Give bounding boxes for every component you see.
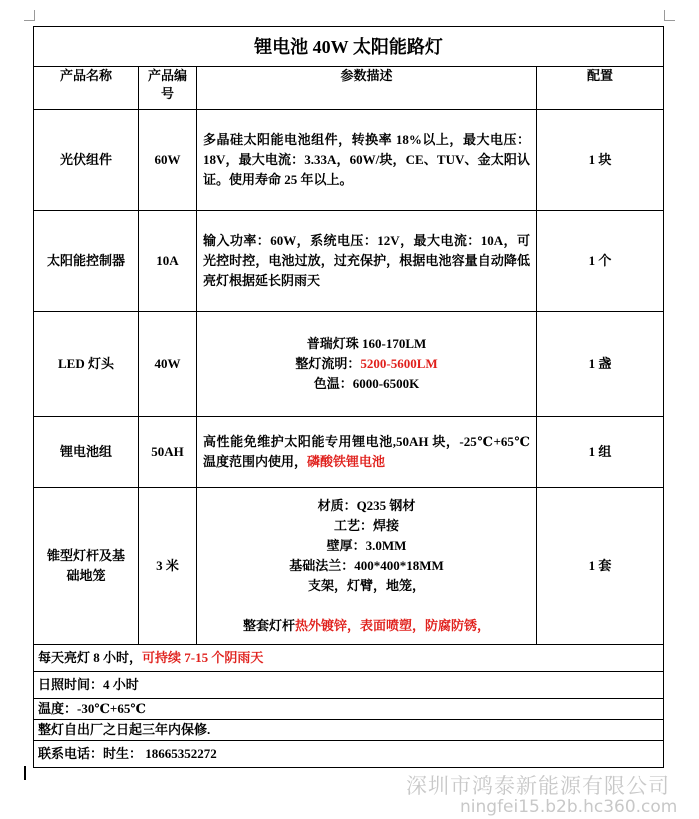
desc-line: 材质：Q235 钢材 xyxy=(317,498,416,513)
desc-line: 壁厚：3.0MM xyxy=(326,538,407,553)
note-row-sunshine: 日照时间：4 小时 xyxy=(34,672,664,699)
note-row-warranty: 整灯自出厂之日起三年内保修. xyxy=(34,720,664,741)
desc-line: 支架，灯臂，地笼， xyxy=(307,578,425,593)
row-name: 锥型灯杆及基 础地笼 xyxy=(34,488,139,645)
row-model: 60W xyxy=(139,110,197,211)
note-row-lighting: 每天亮灯 8 小时，可持续 7-15 个阴雨天 xyxy=(34,645,664,672)
row-desc: 多晶硅太阳能电池组件，转换率 18%以上，最大电压：18V，最大电流：3.33A，60W/块，CE、TUV、金太阳认证。使用寿命 25 年以上。 xyxy=(197,110,537,211)
row-desc xyxy=(197,312,537,417)
row-model: 50AH xyxy=(139,417,197,488)
row-name: LED 灯头 xyxy=(34,312,139,417)
row-desc: 输入功率：60W，系统电压：12V，最大电流：10A，可光控时控，电池过放，过充保护，根据电池容量自动降低亮灯根据延长阴雨天 xyxy=(197,211,537,312)
table-row xyxy=(34,488,664,645)
finish-text: 热外镀锌，表面喷塑，防腐防锈， xyxy=(295,618,491,633)
row-config: 1 组 xyxy=(537,417,664,488)
desc-line: 色温：6000-6500K xyxy=(313,376,420,391)
row-config: 1 套 xyxy=(537,488,664,645)
desc-line: 基础法兰：400*400*18MM xyxy=(289,558,444,573)
row-config: 1 个 xyxy=(537,211,664,312)
header-model: 产品编 号 xyxy=(139,67,197,110)
row-desc xyxy=(197,488,537,645)
rainy-days-text: 可持续 7-15 个阴雨天 xyxy=(142,650,264,665)
desc-line: 整灯流明：5200-5600LM xyxy=(295,356,438,371)
header-name: 产品名称 xyxy=(34,67,139,110)
row-config: 1 盏 xyxy=(537,312,664,417)
page-corner-mark-right xyxy=(664,10,675,21)
desc-line: 普瑞灯珠 160-170LM xyxy=(306,336,427,351)
row-name: 锂电池组 xyxy=(34,417,139,488)
row-model: 10A xyxy=(139,211,197,312)
page-corner-mark-left xyxy=(24,10,35,21)
table-row xyxy=(34,312,664,417)
watermark-url: ningfei15.b2b.hc360.com xyxy=(460,797,678,817)
header-row xyxy=(34,67,664,110)
watermark-company: 深圳市鸿泰新能源有限公司 xyxy=(406,774,670,798)
row-model: 3 米 xyxy=(139,488,197,645)
table-row xyxy=(34,417,664,488)
header-config: 配置 xyxy=(537,67,664,110)
row-name: 太阳能控制器 xyxy=(34,211,139,312)
header-desc: 参数描述 xyxy=(197,67,537,110)
spec-table xyxy=(33,26,664,768)
row-config: 1 块 xyxy=(537,110,664,211)
note-row-contact: 联系电话：时生： 18665352272 xyxy=(34,741,664,768)
lumen-value: 5200-5600LM xyxy=(360,356,438,371)
note-row-temperature: 温度：-30℃+65℃ xyxy=(34,699,664,720)
row-name: 光伏组件 xyxy=(34,110,139,211)
table-row xyxy=(34,110,664,211)
row-model: 40W xyxy=(139,312,197,417)
table-title: 锂电池 40W 太阳能路灯 xyxy=(34,27,664,67)
desc-line: 整套灯杆热外镀锌，表面喷塑，防腐防锈， xyxy=(242,618,491,633)
row-desc: 高性能免维护太阳能专用锂电池,50AH 块，-25℃+65℃温度范围内使用，磷酸铁锂电池 xyxy=(197,417,537,488)
table-row xyxy=(34,211,664,312)
battery-type: 磷酸铁锂电池 xyxy=(307,454,386,469)
text-cursor xyxy=(24,766,26,780)
desc-line: 工艺：焊接 xyxy=(333,518,399,533)
